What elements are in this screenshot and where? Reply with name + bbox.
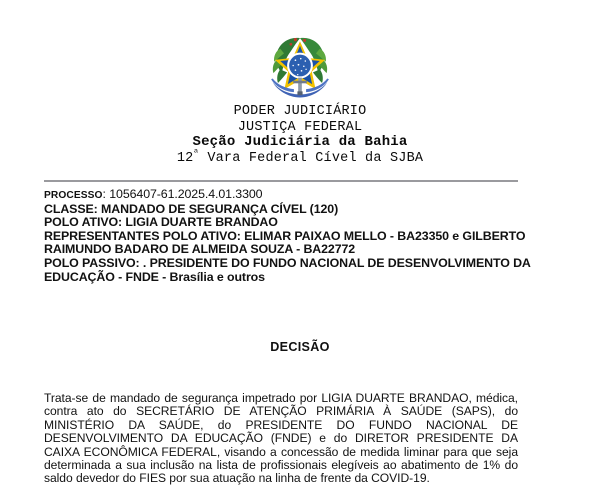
decision-body-paragraph: Trata-se de mandado de segurança impetrado por LIGIA DUARTE BRANDAO, médica, contra ato do SECRETÁRIO DE ATENÇÃO PRIMÁRIA À SAÚDE (SAPS), do MINISTÉRIO DA SAÚDE, do PRESIDENTE DO FUNDO NACIONAL DE DESENVOLVIMENTO DA EDUCAÇÃO (FNDE) e do DIRETOR PRESIDENTE DA CAIXA ECONÔMICA FEDERAL, visando a concessão de medida liminar para que seja determinada a sua inclusão na lista de profissionais elegíveis ao abatimento de 1% do saldo devedor do FIES por sua atuação na linha de frente da COVID-19. — [44, 391, 518, 486]
metadata-row-polo-passivo: POLO PASSIVO: . PRESIDENTE DO FUNDO NACIONAL DE DESENVOLVIMENTO DA EDUCAÇÃO - FNDE - Brasília e outros — [44, 255, 531, 284]
header-line-secao-judiciaria: Seção Judiciária da Bahia — [192, 134, 408, 150]
processo-separator: : — [102, 187, 110, 201]
vara-ordinal-indicator: ª — [193, 148, 200, 158]
metadata-row-representantes: REPRESENTANTES POLO ATIVO: ELIMAR PAIXAO MELLO - BA23350 e GILBERTO RAIMUNDO BADARO DE ALMEIDA SOUZA - BA22772 — [44, 228, 526, 257]
decision-heading: DECISÃO — [270, 340, 330, 354]
vara-rest: Vara Federal Cível da SJBA — [199, 150, 424, 166]
processo-label: PROCESSO — [44, 190, 103, 201]
header-line-poder-judiciario: PODER JUDICIÁRIO — [233, 104, 367, 119]
court-header — [0, 104, 600, 166]
process-metadata — [44, 188, 560, 284]
metadata-row-classe: CLASSE: MANDADO DE SEGURANÇA CÍVEL (120) — [44, 201, 339, 216]
brazil-coat-of-arms-icon — [262, 26, 338, 102]
metadata-row-polo-ativo: POLO ATIVO: LIGIA DUARTE BRANDAO — [44, 215, 278, 230]
emblem-container — [0, 26, 600, 102]
metadata-row-processo — [44, 188, 560, 203]
header-divider — [44, 180, 518, 182]
header-line-vara — [0, 148, 600, 167]
processo-number: 1056407-61.2025.4.01.3300 — [109, 187, 263, 201]
vara-number: 12 — [176, 150, 194, 166]
header-line-justica-federal: JUSTIÇA FEDERAL — [237, 119, 363, 135]
